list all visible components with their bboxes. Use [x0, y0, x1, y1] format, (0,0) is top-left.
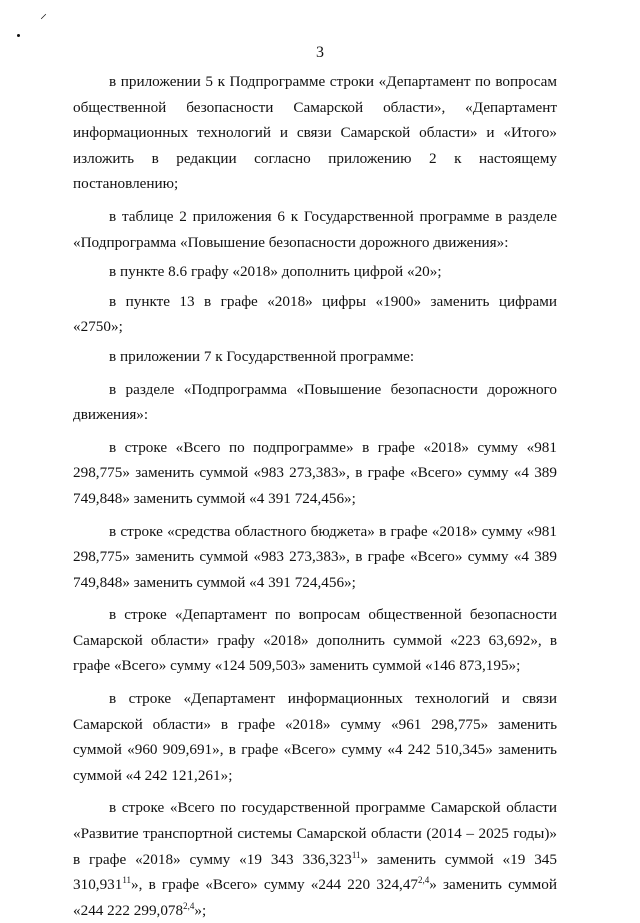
paragraph-11-part-3: », в графе «Всего» сумму «244 220 324,47	[131, 876, 419, 894]
paragraph-11-part-4: » заменить суммой «244 222 299,078	[73, 876, 557, 919]
paragraph-8: в строке «средства областного бюджета» в графе «2018» сумму «981 298,775» заменить суммой «983 273,383», в графе «Всего» сумму «4 389 749,848» заменить суммой «4 391 724,456»;	[73, 522, 557, 591]
paragraph-9: в строке «Департамент по вопросам общественной безопасности Самарской области» графу «2018» дополнить суммой «223 63,692», в графе «Всего» сумму «124 509,503» заменить суммой «146 873,195»;	[73, 606, 557, 675]
scan-dot	[17, 34, 20, 37]
document-body	[73, 69, 557, 923]
paragraph-5: в приложении 7 к Государственной программе:	[109, 347, 415, 365]
paragraph-4: в пункте 13 в графе «2018» цифры «1900» заменить цифрами «2750»;	[73, 292, 557, 336]
paragraph-2: в таблице 2 приложения 6 к Государственной программе в разделе «Подпрограмма «Повышение безопасности дорожного движения»:	[73, 207, 557, 251]
footnote-ref: 11	[351, 849, 361, 860]
scan-mark-top: ⸝	[40, 7, 47, 22]
footnote-ref: 11	[122, 875, 132, 886]
footnote-ref: 2,4	[183, 900, 195, 911]
paragraph-10: в строке «Департамент информационных технологий и связи Самарской области» в графе «2018» сумму «961 298,775» заменить суммой «960 909,691», в графе «Всего» сумму «4 242 510,345» заменить суммой «4 242 121,261»;	[73, 690, 557, 784]
paragraph-1: в приложении 5 к Подпрограмме строки «Департамент по вопросам общественной безопасности Самарской области», «Департамент информационных технологий и связи Самарской области» и «Итого» изложить в редакции согласно приложению 2 к настоящему постановлению;	[73, 73, 557, 193]
paragraph-6: в разделе «Подпрограмма «Повышение безопасности дорожного движения»:	[73, 380, 557, 424]
paragraph-11-part-5: »;	[194, 901, 207, 919]
paragraph-3: в пункте 8.6 графу «2018» дополнить цифрой «20»;	[109, 263, 442, 281]
paragraph-7: в строке «Всего по подпрограмме» в графе «2018» сумму «981 298,775» заменить суммой «983 273,383», в графе «Всего» сумму «4 389 749,848» заменить суммой «4 391 724,456»;	[73, 438, 557, 507]
paragraph-11-part-2: » заменить суммой «19 345 310,931	[73, 850, 557, 894]
paragraph-11-part-1: в строке «Всего по государственной программе Самарской области «Развитие транспортной системы Самарской области (2014 – 2025 годы)» в графе «2018» сумму «19 343 336,323	[73, 799, 557, 868]
footnote-ref: 2,4	[418, 875, 430, 886]
paragraph-11	[73, 795, 557, 923]
page-number: 3	[316, 44, 324, 61]
